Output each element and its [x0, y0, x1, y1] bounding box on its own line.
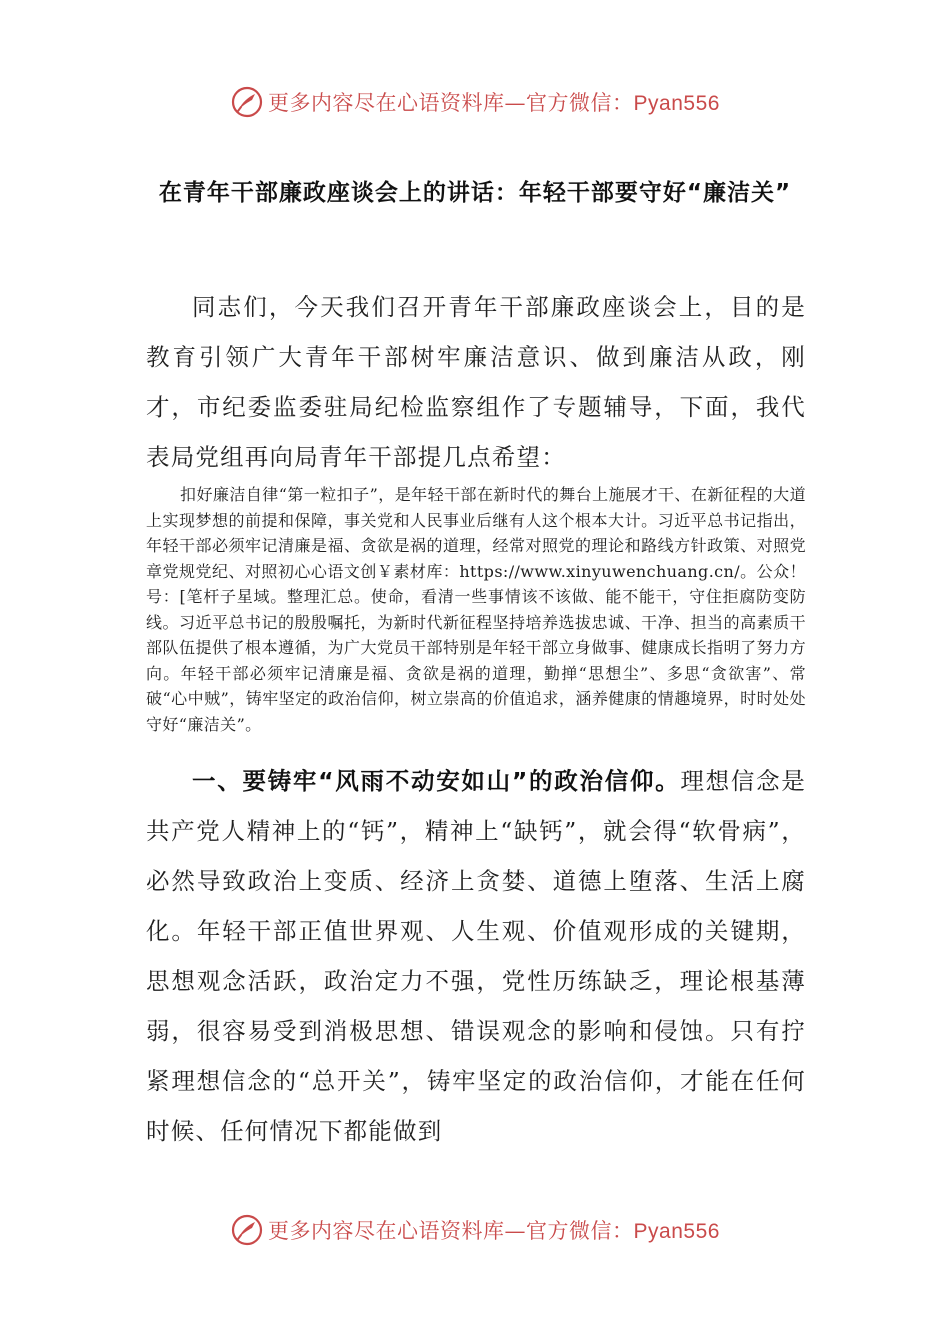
section-1-paragraph	[146, 756, 806, 1156]
footer-banner	[0, 1206, 950, 1254]
pen-logo-icon	[230, 1213, 264, 1247]
small-paragraph: 扣好廉洁自律“第一粒扣子”，是年轻干部在新时代的舞台上施展才干、在新征程的大道上实现梦想的前提和保障，事关党和人民事业后继有人这个根本大计。习近平总书记指出，年轻干部必须牢记清廉是福、贪欲是祸的道理，经常对照党的理论和路线方针政策、对照党章党规党纪、对照初心心语文创￥素材库：https://www.xinyuwenchuang.cn/。公众！号：[笔杆子星域。整理汇总。使命，看清一些事情该不该做、能不能干，守住拒腐防变防线。习近平总书记的殷殷嘱托，为新时代新征程坚持培养选拔忠诚、干净、担当的高素质干部队伍提供了根本遵循，为广大党员干部特别是年轻干部立身做事、健康成长指明了努力方向。年轻干部必须牢记清廉是福、贪欲是祸的道理，勤掸“思想尘”、多思“贪欲害”、常破“心中贼”，铸牢坚定的政治信仰，树立崇高的价值追求，涵养健康的情趣境界，时时处处守好“廉洁关”。	[146, 485, 806, 734]
banner-text: 更多内容尽在心语资料库—官方微信：Pyan556	[268, 91, 720, 115]
pen-logo-icon	[230, 85, 264, 119]
header-banner	[0, 78, 950, 126]
section-1-heading: 一、要铸牢“风雨不动安如山”的政治信仰。	[192, 767, 681, 795]
document-title: 在青年干部廉政座谈会上的讲话：年轻干部要守好“廉洁关”	[158, 180, 792, 206]
intro-paragraph: 同志们，今天我们召开青年干部廉政座谈会上，目的是教育引领广大青年干部树牢廉洁意识、做到廉洁从政，刚才，市纪委监委驻局纪检监察组作了专题辅导，下面，我代表局党组再向局青年干部提几点希望：	[146, 293, 806, 471]
section-1-body: 理想信念是共产党人精神上的“钙”，精神上“缺钙”，就会得“软骨病”，必然导致政治上变质、经济上贪婪、道德上堕落、生活上腐化。年轻干部正值世界观、人生观、价值观形成的关键期，思想观念活跃，政治定力不强，党性历练缺乏，理论根基薄弱，很容易受到消极思想、错误观念的影响和侵蚀。只有拧紧理想信念的“总开关”，铸牢坚定的政治信仰，才能在任何时候、任何情况下都能做到	[146, 767, 807, 1145]
banner-text: 更多内容尽在心语资料库—官方微信：Pyan556	[268, 1219, 720, 1243]
